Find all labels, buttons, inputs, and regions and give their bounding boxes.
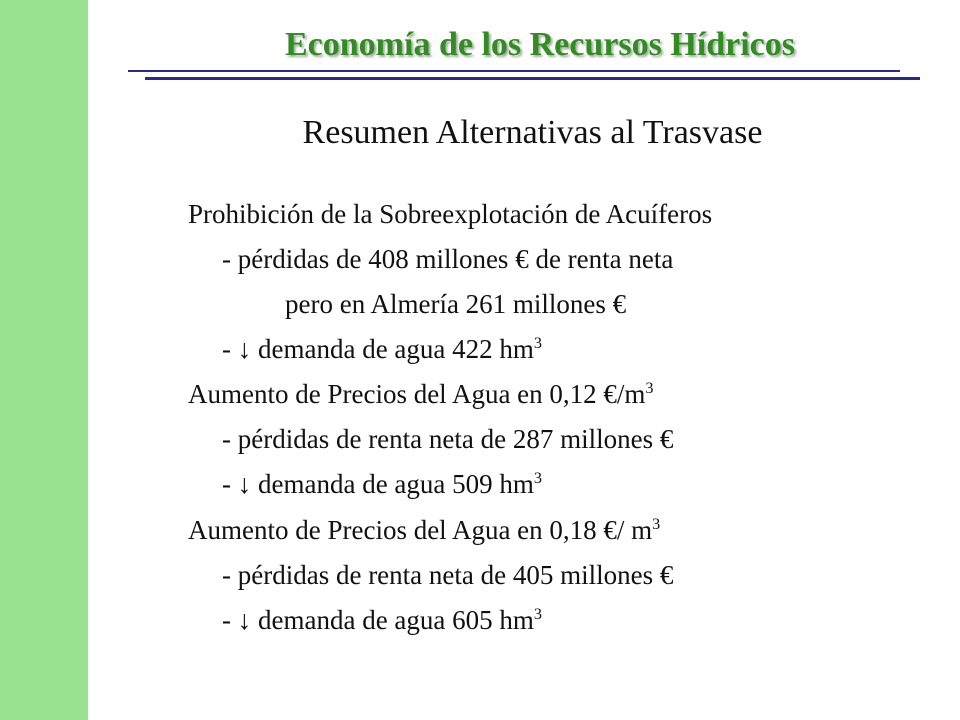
heading-prohibicion: Prohibición de la Sobreexplotación de Acuíferos xyxy=(188,199,713,229)
title-underline-top xyxy=(128,70,900,72)
slide-subtitle: Resumen Alternativas al Trasvase xyxy=(302,114,763,151)
item-demanda-605: - ↓ demanda de agua 605 $hm^3$ xyxy=(222,605,542,635)
heading-precios-018: Aumento de Precios del Agua en 0,18 €/ $m^3$ xyxy=(188,515,661,545)
item-almeria: pero en Almería 261 millones € xyxy=(285,289,627,319)
item-perdidas-405: - pérdidas de renta neta de 405 millones € xyxy=(222,560,674,590)
item-demanda-509: - ↓ demanda de agua 509 $hm^3$ xyxy=(222,469,542,499)
item-perdidas-287: - pérdidas de renta neta de 287 millones € xyxy=(222,424,674,454)
item-demanda-422: - ↓ demanda de agua 422 $hm^3$ xyxy=(222,334,542,364)
item-perdidas-408: - pérdidas de 408 millones € de renta neta xyxy=(222,244,674,274)
heading-precios-012: Aumento de Precios del Agua en 0,12 $€/m^3$ xyxy=(188,379,654,409)
slide-title: Economía de los Recursos Hídricos xyxy=(285,26,795,63)
title-underline-bottom xyxy=(145,77,920,80)
left-accent-bar xyxy=(0,0,88,720)
